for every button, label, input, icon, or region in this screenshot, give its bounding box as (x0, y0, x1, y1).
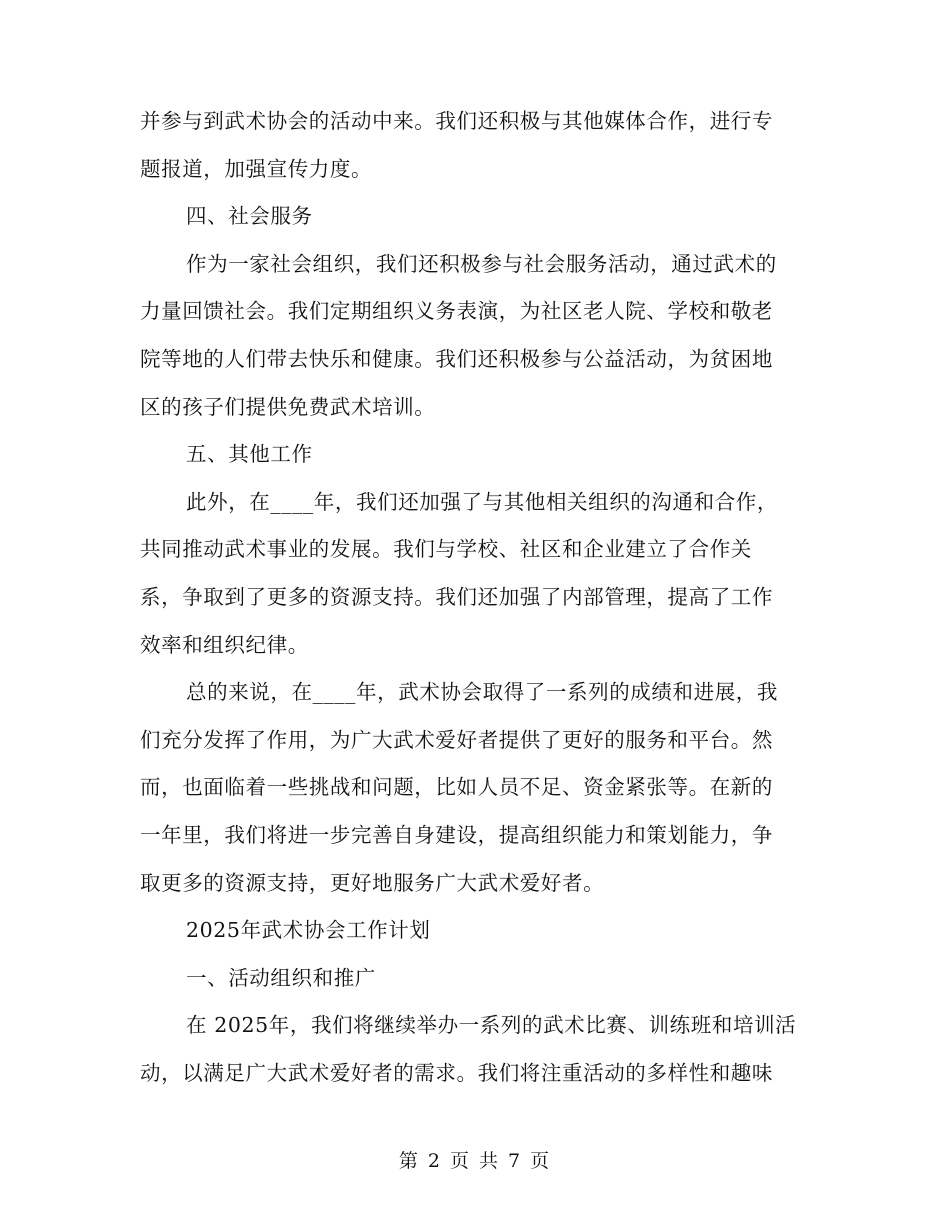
paragraph-line: 在 2025年，我们将继续举办一系列的武术比赛、训练班和培训活 (186, 1013, 797, 1038)
paragraph-line: 取更多的资源支持，更好地服务广大武术爱好者。 (140, 870, 605, 895)
paragraph-line: 一年里，我们将进一步完善自身建设，提高组织能力和策划能力，争 (140, 822, 773, 847)
paragraph-line: 院等地的人们带去快乐和健康。我们还积极参与公益活动，为贫困地 (140, 346, 773, 371)
section-heading: 四、社会服务 (186, 204, 313, 229)
paragraph-line: 题报道，加强宣传力度。 (140, 156, 373, 181)
paragraph-line: 动，以满足广大武术爱好者的需求。我们将注重活动的多样性和趣味 (140, 1060, 773, 1085)
paragraph-line: 此外，在____年，我们还加强了与其他相关组织的沟通和合作， (186, 489, 778, 514)
paragraph-line: 总的来说，在____年，武术协会取得了一系列的成绩和进展，我 (186, 680, 778, 705)
paragraph-line: 而，也面临着一些挑战和问题，比如人员不足、资金紧张等。在新的 (140, 775, 773, 800)
paragraph-line: 系，争取到了更多的资源支持。我们还加强了内部管理，提高了工作 (140, 584, 773, 609)
document-title: 2025年武术协会工作计划 (186, 918, 431, 943)
paragraph-line: 共同推动武术事业的发展。我们与学校、社区和企业建立了合作关 (140, 537, 752, 562)
paragraph-line: 作为一家社会组织，我们还积极参与社会服务活动，通过武术的 (186, 251, 777, 276)
paragraph-line: 们充分发挥了作用，为广大武术爱好者提供了更好的服务和平台。然 (140, 727, 773, 752)
page-number: 第 2 页 共 7 页 (398, 1150, 552, 1172)
paragraph-line: 力量回馈社会。我们定期组织义务表演，为社区老人院、学校和敬老 (140, 299, 773, 324)
document-body (140, 98, 810, 1097)
section-heading: 一、活动组织和推广 (186, 965, 376, 990)
paragraph-line: 并参与到武术协会的活动中来。我们还积极与其他媒体合作，进行专 (140, 109, 773, 133)
paragraph-line: 区的孩子们提供免费武术培训。 (140, 394, 436, 419)
section-heading: 五、其他工作 (186, 442, 313, 467)
paragraph-line: 效率和组织纪律。 (140, 632, 309, 657)
